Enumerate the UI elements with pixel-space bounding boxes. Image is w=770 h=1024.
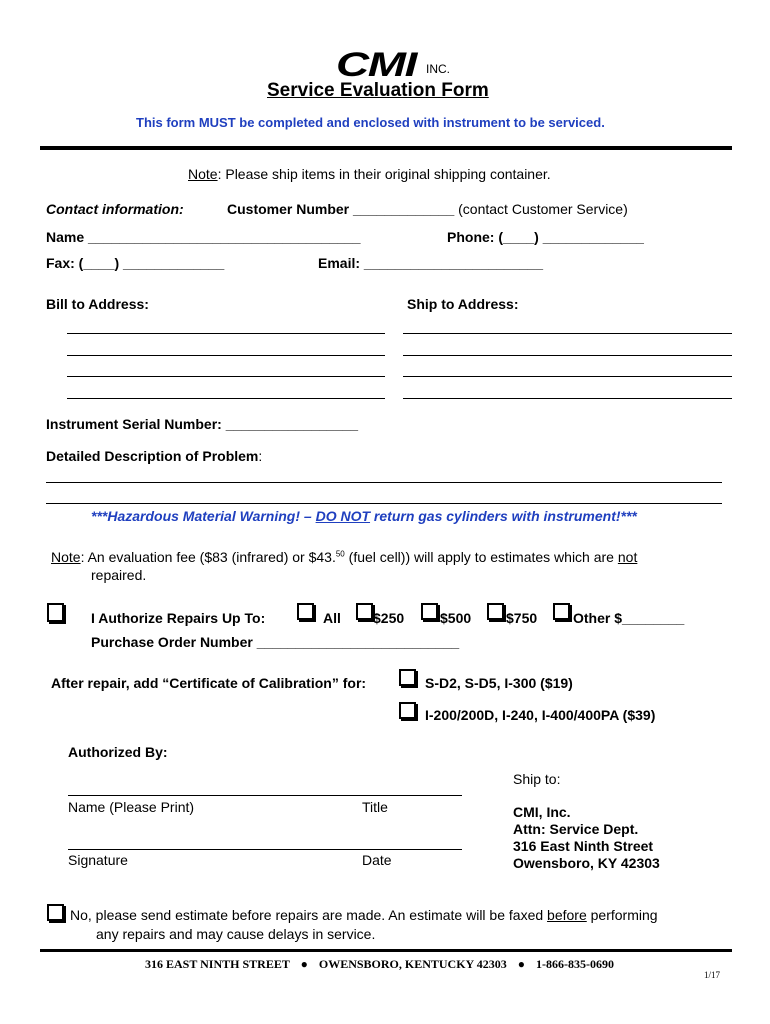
warning-emph: DO NOT bbox=[315, 508, 371, 524]
description-label bbox=[46, 448, 262, 464]
calibration-option1-label: S-D2, S-D5, I-300 ($19) bbox=[425, 675, 573, 691]
option-250-checkbox[interactable] bbox=[356, 603, 373, 620]
ship-address-line[interactable] bbox=[403, 376, 732, 377]
option-all-checkbox[interactable] bbox=[297, 603, 314, 620]
customer-number-hint: (contact Customer Service) bbox=[458, 201, 628, 217]
title-label: Title bbox=[362, 799, 388, 815]
bill-address-line[interactable] bbox=[67, 398, 385, 399]
option-500-label: $500 bbox=[440, 610, 472, 626]
name-signature-line[interactable] bbox=[68, 795, 462, 796]
calibration-option2-label: I-200/200D, I-240, I-400/400PA ($39) bbox=[425, 707, 656, 723]
warning-pre: ***Hazardous Material Warning! – bbox=[91, 508, 316, 524]
fee-note-text-a: : An evaluation fee ($83 (infrared) or $43. bbox=[80, 549, 336, 565]
option-750-label: $750 bbox=[506, 610, 538, 626]
calibration-option1-checkbox[interactable] bbox=[399, 669, 416, 686]
fee-note bbox=[51, 549, 637, 565]
ship-note bbox=[188, 166, 551, 182]
notice-text: This form MUST be completed and enclosed with instrument to be serviced. bbox=[136, 115, 605, 130]
logo-suffix: INC. bbox=[426, 62, 450, 76]
hazard-warning bbox=[91, 508, 637, 524]
bill-to-label: Bill to Address: bbox=[46, 296, 149, 312]
bill-address-line[interactable] bbox=[67, 333, 385, 334]
estimate-checkbox[interactable] bbox=[47, 904, 64, 921]
calibration-option2-checkbox[interactable] bbox=[399, 702, 416, 719]
ship-note-label: Note bbox=[188, 166, 218, 182]
bill-address-line[interactable] bbox=[67, 355, 385, 356]
fee-note-not: not bbox=[617, 549, 638, 565]
customer-number-field[interactable] bbox=[227, 201, 628, 217]
option-500-checkbox[interactable] bbox=[421, 603, 438, 620]
footer-street: 316 EAST NINTH STREET bbox=[145, 957, 290, 971]
purchase-order-field[interactable]: Purchase Order Number __________________________ bbox=[91, 634, 460, 650]
fee-superscript: 50 bbox=[335, 549, 345, 559]
footer-phone: 1-866-835-0690 bbox=[536, 957, 615, 971]
estimate-text-continued: any repairs and may cause delays in service. bbox=[96, 926, 376, 942]
option-all-label: All bbox=[323, 610, 341, 626]
signature-line[interactable] bbox=[68, 849, 462, 850]
fee-note-text-b: (fuel cell)) will apply to estimates which are bbox=[344, 549, 618, 565]
estimate-before: before bbox=[547, 907, 587, 923]
top-rule bbox=[40, 146, 732, 150]
footer-city: OWENSBORO, KENTUCKY 42303 bbox=[318, 957, 507, 971]
ship-to-label: Ship to Address: bbox=[407, 296, 519, 312]
option-other-checkbox[interactable] bbox=[553, 603, 570, 620]
ship-to-line: 316 East Ninth Street bbox=[513, 838, 654, 854]
email-field[interactable]: Email: _______________________ bbox=[318, 255, 543, 271]
fee-note-continued: repaired. bbox=[91, 567, 147, 583]
footer-address: 316 EAST NINTH STREET ● OWENSBORO, KENTUCKY 42303 ● 1-866-835-0690 bbox=[145, 957, 615, 971]
fax-field[interactable]: Fax: (____) _____________ bbox=[46, 255, 225, 271]
footer-rule bbox=[40, 949, 732, 952]
authorize-label: I Authorize Repairs Up To: bbox=[91, 610, 266, 626]
description-line[interactable] bbox=[46, 503, 722, 504]
estimate-text-b: performing bbox=[586, 907, 658, 923]
date-label: Date bbox=[362, 852, 392, 868]
page-title: Service Evaluation Form bbox=[267, 80, 489, 101]
calibration-label: After repair, add “Certificate of Calibration” for: bbox=[51, 675, 367, 691]
fee-note-label: Note bbox=[51, 549, 81, 565]
print-name-label: Name (Please Print) bbox=[68, 799, 195, 815]
ship-to-line: CMI, Inc. bbox=[513, 804, 571, 820]
ship-to-address bbox=[513, 804, 660, 872]
authorized-by-label: Authorized By: bbox=[68, 744, 168, 760]
ship-address-line[interactable] bbox=[403, 333, 732, 334]
ship-to-heading: Ship to: bbox=[513, 771, 561, 787]
ship-note-text: : Please ship items in their original shipping container. bbox=[217, 166, 551, 182]
serial-number-field[interactable]: Instrument Serial Number: _________________ bbox=[46, 416, 359, 432]
signature-label: Signature bbox=[68, 852, 128, 868]
description-label-text: Detailed Description of Problem bbox=[46, 448, 259, 464]
ship-to-line: Owensboro, KY 42303 bbox=[513, 855, 660, 871]
description-line[interactable] bbox=[46, 482, 722, 483]
page-number: 1/17 bbox=[704, 970, 721, 980]
option-250-label: $250 bbox=[373, 610, 405, 626]
bill-address-line[interactable] bbox=[67, 376, 385, 377]
customer-number-label: Customer Number _____________ bbox=[227, 201, 455, 217]
option-other-field[interactable]: Other $________ bbox=[573, 610, 685, 626]
authorize-checkbox[interactable] bbox=[47, 603, 64, 622]
description-colon: : bbox=[258, 448, 263, 464]
warning-post: return gas cylinders with instrument!*** bbox=[370, 508, 637, 524]
phone-field[interactable]: Phone: (____) _____________ bbox=[447, 229, 644, 245]
estimate-text-a: No, please send estimate before repairs are made. An estimate will be faxed bbox=[70, 907, 548, 923]
estimate-text bbox=[70, 907, 658, 923]
name-field[interactable]: Name ___________________________________ bbox=[46, 229, 361, 245]
ship-address-line[interactable] bbox=[403, 398, 732, 399]
ship-to-line: Attn: Service Dept. bbox=[513, 821, 639, 837]
contact-label: Contact information: bbox=[46, 201, 184, 217]
option-750-checkbox[interactable] bbox=[487, 603, 504, 620]
logo-text: CMI bbox=[336, 46, 417, 84]
ship-address-line[interactable] bbox=[403, 355, 732, 356]
